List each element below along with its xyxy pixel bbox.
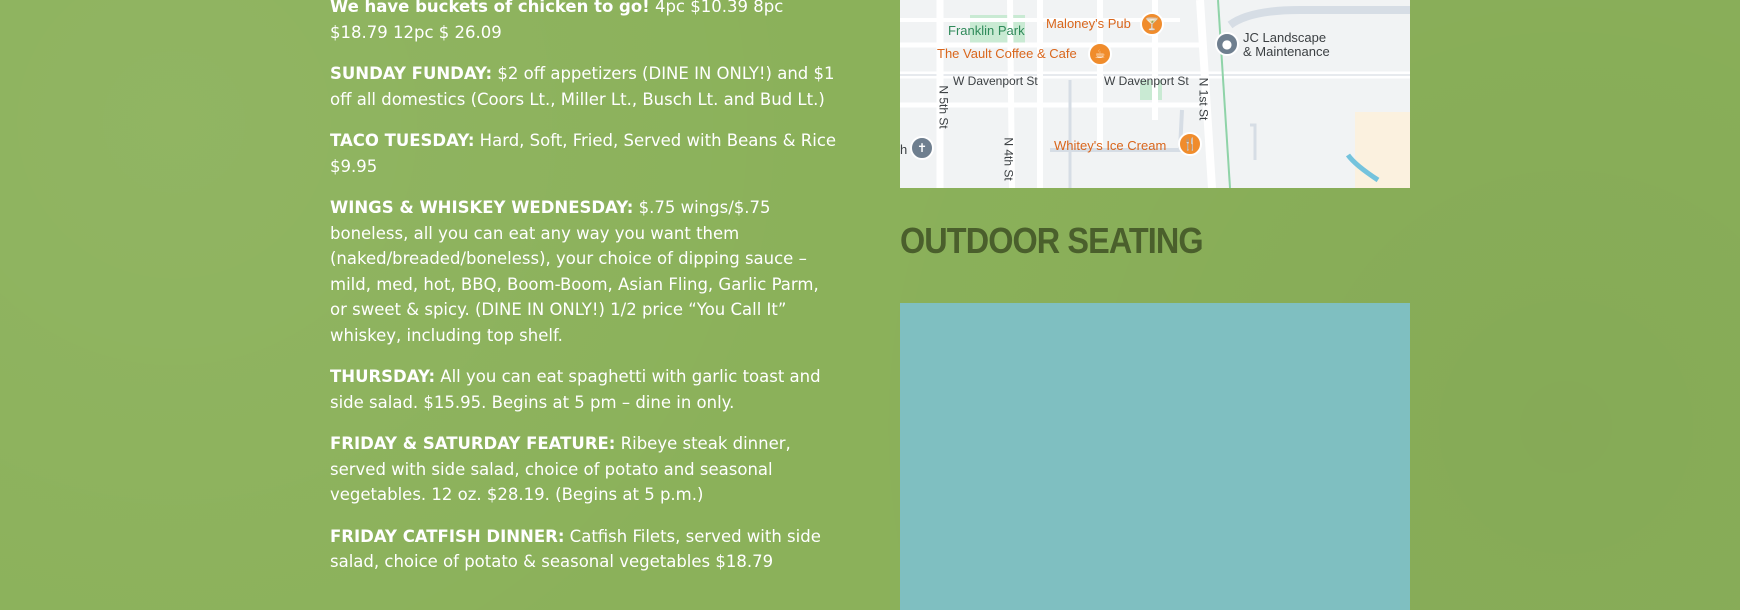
business-pin-icon[interactable]: ● — [1215, 32, 1239, 56]
special-friday-saturday: FRIDAY & SATURDAY FEATURE: Ribeye steak dinner, served with side salad, choice of potato and seasonal vegetables. 12 oz. $28.19. (Begins at 5 p.m.) — [330, 434, 791, 504]
map-label-whiteys: Whitey's Ice Cream — [1054, 138, 1167, 153]
cafe-pin-icon[interactable]: ☕ — [1088, 42, 1112, 66]
map-label-edge: h — [900, 142, 908, 157]
restaurant-pin-icon[interactable]: 🍴 — [1178, 132, 1202, 156]
map-label-jc-landscape: JC Landscape — [1243, 30, 1327, 45]
map-label-franklin-park: Franklin Park — [948, 23, 1025, 38]
map-label-davenport-1: W Davenport St — [953, 74, 1038, 88]
special-friday-catfish: FRIDAY CATFISH DINNER: Catfish Filets, served with side salad, choice of potato & seasonal vegetables $18.79 — [330, 526, 821, 571]
bar-pin-icon[interactable]: 🍸 — [1140, 12, 1164, 36]
outdoor-seating-heading: OUTDOOR SEATING — [900, 220, 1203, 261]
special-taco-tuesday: TACO TUESDAY: Hard, Soft, Fried, Served with Beans & Rice $9.95 — [330, 131, 837, 176]
location-map[interactable] — [900, 0, 1410, 188]
specials-list — [330, 0, 840, 591]
special-thursday: THURSDAY: All you can eat spaghetti with garlic toast and side salad. $15.95. Begins at 5 pm – dine in only. — [330, 367, 821, 412]
special-wings-whiskey: WINGS & WHISKEY WEDNESDAY: $.75 wings/$.75 boneless, all you can eat any way you want them (naked/breaded/boneless), your choice of dipping sauce – mild, med, hot, BBQ, Boom-Boom, Asian Fling, Garlic Parm, or sweet & spicy. (DINE IN ONLY!) 1/2 price “You Call It” whiskey, including top shelf. — [330, 198, 819, 345]
church-pin-icon[interactable]: ✝ — [910, 136, 934, 160]
map-label-vault-coffee: The Vault Coffee & Cafe — [937, 46, 1077, 61]
map-label-jc-maintenance: & Maintenance — [1243, 44, 1330, 59]
map-label-n4th: N 4th St — [1001, 137, 1016, 181]
outdoor-seating-media[interactable] — [900, 303, 1410, 610]
special-chicken-buckets: We have buckets of chicken to go! 4pc $10.39 8pc $18.79 12pc $ 26.09 — [330, 0, 784, 42]
map-label-davenport-2: W Davenport St — [1104, 74, 1189, 88]
map-label-maloneys-pub: Maloney's Pub — [1046, 16, 1131, 31]
map-label-n1st: N 1st St — [1196, 77, 1211, 121]
special-sunday-funday: SUNDAY FUNDAY: $2 off appetizers (DINE IN ONLY!) and $1 off all domestics (Coors Lt., Miller Lt., Busch Lt. and Bud Lt.) — [330, 64, 835, 109]
map-label-n5th: N 5th St — [936, 85, 951, 129]
